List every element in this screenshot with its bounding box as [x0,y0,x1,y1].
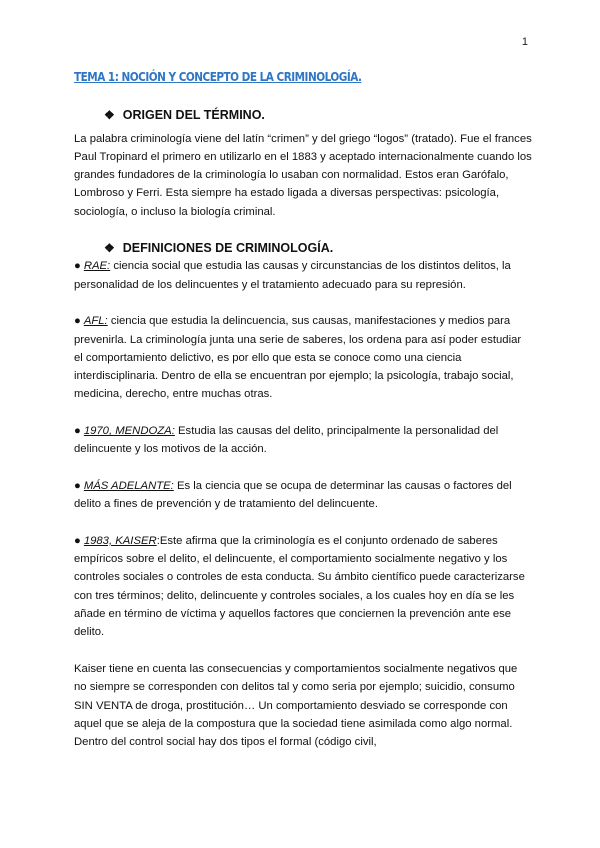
bullet-dot-icon: ● [74,534,81,547]
bullet-dot-icon: ● [74,479,81,492]
spacer [74,221,532,230]
bullet-dot-icon: ● [74,425,81,438]
definition-entry-mas-adelante [74,477,532,514]
definition-term: AFL: [83,315,108,328]
definition-entry-afl [74,312,532,403]
definition-text: Es la ciencia que se ocupa de determinar las causas o factores del delito a fines de prevención y de tratamiento del delincuente. [74,479,512,511]
definition-entry-kaiser [74,532,532,642]
bullet-dot-icon: ● [74,260,81,273]
spacer [74,642,532,660]
page-title: TEMA 1: NOCIÓN Y CONCEPTO DE LA CRIMINOLOGÍA. [74,70,362,84]
document-body [74,68,532,751]
section-heading-label: DEFINICIONES DE CRIMINOLOGÍA. [122,241,334,256]
definition-term: MÁS ADELANTE: [83,479,174,492]
definition-entry-mendoza [74,422,532,459]
definition-text: Estudia las causas del delito, principalmente la personalidad del delincuente y los motivos de la acción. [74,425,499,456]
definition-text: ciencia social que estudia las causas y circunstancias de los distintos delitos, la personalidad de los delincuentes y el tratamiento adecuado para su represión. [74,260,511,291]
definition-text: ciencia que estudia la delincuencia, sus causas, manifestaciones y medios para prevenirla. La criminología junta una serie de saberes, los ordena para así poder estudiar el comportamiento delictivo, es por ello que esta se conoce como una ciencia interdisciplinaria. Dentro de ella se encuentran por ejemplo; la psicología, trabajo social, medicina, derecho, entre muchas otras. [74,315,522,401]
page-number: 1 [521,36,528,48]
spacer [74,459,532,477]
diamond-bullet-icon: ❖ [104,241,115,256]
spacer [74,514,532,532]
section-heading-label: ORIGEN DEL TÉRMINO. [122,108,265,123]
definition-term: 1970, MENDOZA: [83,425,175,438]
bullet-dot-icon: ● [74,315,81,328]
section-heading-origen [104,106,532,124]
spacer [74,404,532,422]
definition-entry-rae [74,257,532,294]
definition-term: RAE: [83,260,111,273]
diamond-bullet-icon: ❖ [104,108,115,123]
spacer [74,294,532,312]
definition-text: :Este afirma que la criminología es el conjunto ordenado de saberes empíricos sobre el delito, el delincuente, el comportamiento socialmente negativo y los controles sociales o controles de esta conducta. Su ámbito científico puede caracterizarse con tres términos; delito, delincuente y controles sociales, a los cuales hoy en día se les añade en término de víctima y aquellos factores que conciernen la prevención ante ese delito. [74,534,525,639]
section-heading-definiciones [104,239,532,257]
paragraph-origen: La palabra criminología viene del latín “crimen” y del griego “logos” (tratado). Fue el frances Paul Tropinard el primero en utilizarlo en el 1883 y aceptado internacionalmente cuando los grandes fundadores de la criminología lo usaban con normalidad. Estos eran Garófalo, Lombroso y Ferri. Esta siempre ha estado ligada a diversas perspectivas: psicología, sociología, o incluso la biología criminal. [74,132,532,218]
paragraph-kaiser-consecuencias: Kaiser tiene en cuenta las consecuencias y comportamientos socialmente negativos que no siempre se corresponden con delitos tal y como seria por ejemplo; suicidio, consumo SIN VENTA de droga, prostitución… Un comportamiento desviado se corresponde con aquel que se aleja de la compostura que la sociedad tiene asimilada como algo normal. Dentro del control social hay dos tipos el formal (código civil, [74,662,518,749]
definition-term: 1983, KAISER [83,534,157,547]
